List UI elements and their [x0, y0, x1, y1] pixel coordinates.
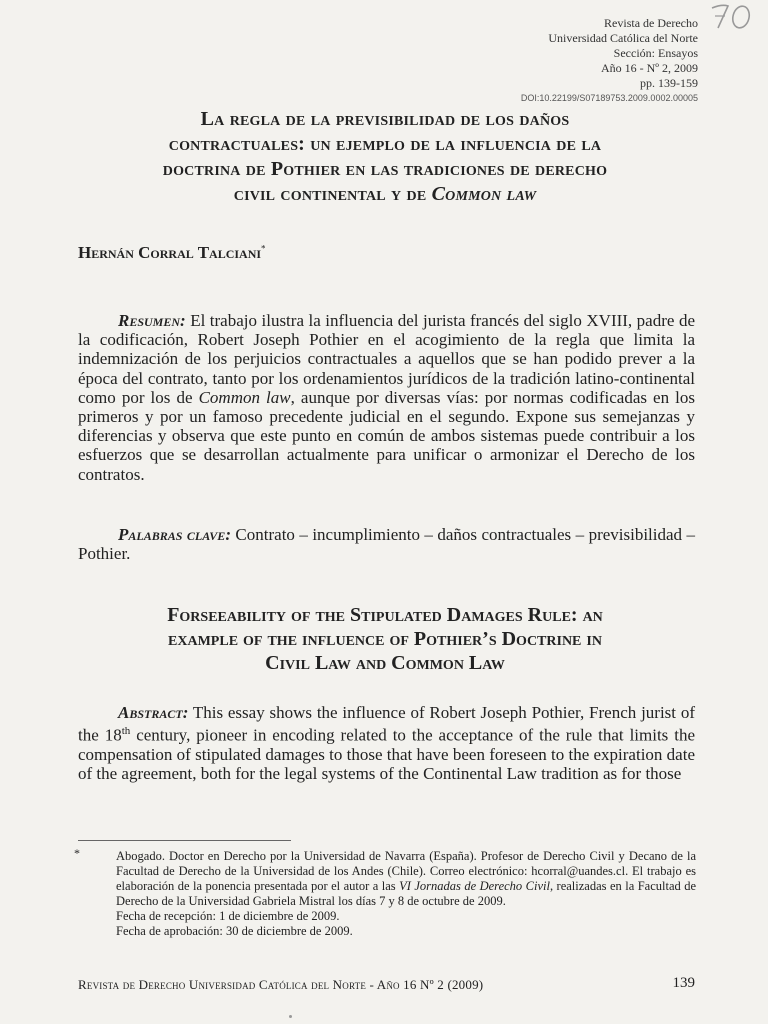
footnote-divider	[78, 840, 291, 841]
palabras-clave-paragraph	[78, 525, 695, 563]
title-en-line: Civil Law and Common Law	[265, 652, 505, 674]
masthead-section: Sección: Ensayos	[613, 46, 698, 60]
title-es-line: contractuales: un ejemplo de la influencia de la	[168, 133, 602, 155]
resumen-paragraph	[78, 311, 695, 484]
title-english	[80, 603, 690, 675]
footnote-body	[116, 849, 696, 909]
title-es-line: La regla de la previsibilidad de los daños	[200, 108, 570, 130]
resumen-label: Resumen:	[118, 311, 186, 330]
footnote-mark: *	[74, 846, 80, 860]
resumen-text: , aunque por diversas vías: por normas codificadas en los primeros y por un famoso precedente judicial en el segundo. Expone sus semejanzas y diferencias y observa que este punto en común de ambos sistemas puede contribuir a los esfuerzos que se desarrollan actualmente para unificar o armonizar el Derecho de los contratos.	[78, 387, 695, 484]
abstract-label: Abstract:	[118, 703, 189, 722]
running-footer: Revista de Derecho Universidad Católica del Norte - Año 16 Nº 2 (2009)	[78, 977, 484, 992]
footnote-received: Fecha de recepción: 1 de diciembre de 2009.	[116, 909, 340, 923]
resumen-text: El trabajo ilustra la influencia del jurista francés del siglo XVIII, padre de la codificación, Robert Joseph Pothier en el acogimiento de la regla que limita la indemnización de los perjuicios contractuales a aquellos que se han podido prever a la época del contrato, tanto por los ordenamientos jurídicos de la tradición latino-continental como por los de	[78, 311, 695, 407]
title-en-line: Forseeability of the Stipulated Damages Rule: an	[167, 604, 603, 626]
abstract-text: century, pioneer in encoding related to the acceptance of the rule that limits the compensation of stipulated damages to those that have been foreseen to the expiration date of the agreement, both for the legal systems of the Continental Law tradition as for those	[78, 725, 695, 784]
title-spanish	[80, 107, 690, 207]
abstract-paragraph	[78, 703, 695, 783]
masthead-issue: Año 16 - Nº 2, 2009	[600, 61, 698, 75]
footnote-text: , realizadas en la Facultad de Derecho de la Universidad Gabriela Mistral los días 7 y 8 de octubre de 2009.	[116, 879, 697, 908]
abstract-text: This essay shows the influence of Robert Joseph Pothier, French jurist of the 18	[78, 703, 695, 745]
page-number: 139	[672, 975, 695, 991]
handwritten-mark-icon	[708, 2, 754, 32]
resumen-italic: Common law	[198, 387, 291, 407]
masthead-university: Universidad Católica del Norte	[548, 31, 698, 45]
abstract-superscript: th	[121, 725, 131, 738]
masthead-doi: DOI:10.22199/S07189753.2009.0002.00005	[520, 93, 698, 103]
title-en-line: example of the influence of Pothier’s Doctrine in	[168, 628, 602, 650]
author-footnote	[116, 849, 696, 939]
scan-speck	[289, 1015, 292, 1018]
title-es-text: civil continental y de	[233, 183, 432, 205]
journal-masthead	[521, 16, 698, 106]
author-text: Hernán Corral Talciani	[78, 243, 262, 262]
palabras-clave-text: Contrato – incumplimiento – daños contractuales – previsibilidad – Pothier.	[78, 525, 695, 564]
masthead-pages: pp. 139-159	[640, 76, 698, 90]
author-name	[78, 243, 266, 263]
title-es-italic: Common law	[431, 183, 537, 205]
footnote-italic: VI Jornadas de Derecho Civil	[399, 879, 550, 893]
footnote-text: Abogado. Doctor en Derecho por la Universidad de Navarra (España). Profesor de Derecho Civil y Decano de la Facultad de Derecho de la Universidad de los Andes (Chile). Correo electrónico: hcorral@uandes.cl. El trabajo es elaboración de la ponencia presentada por el autor a las	[116, 849, 696, 893]
palabras-clave-label: Palabras clave:	[118, 525, 231, 544]
footnote-approved: Fecha de aprobación: 30 de diciembre de 2009.	[116, 924, 353, 938]
masthead-journal: Revista de Derecho	[604, 16, 698, 30]
title-es-line: doctrina de Pothier en las tradiciones de derecho	[162, 158, 608, 180]
title-es-line	[80, 182, 690, 207]
author-footnote-mark: *	[261, 243, 266, 254]
